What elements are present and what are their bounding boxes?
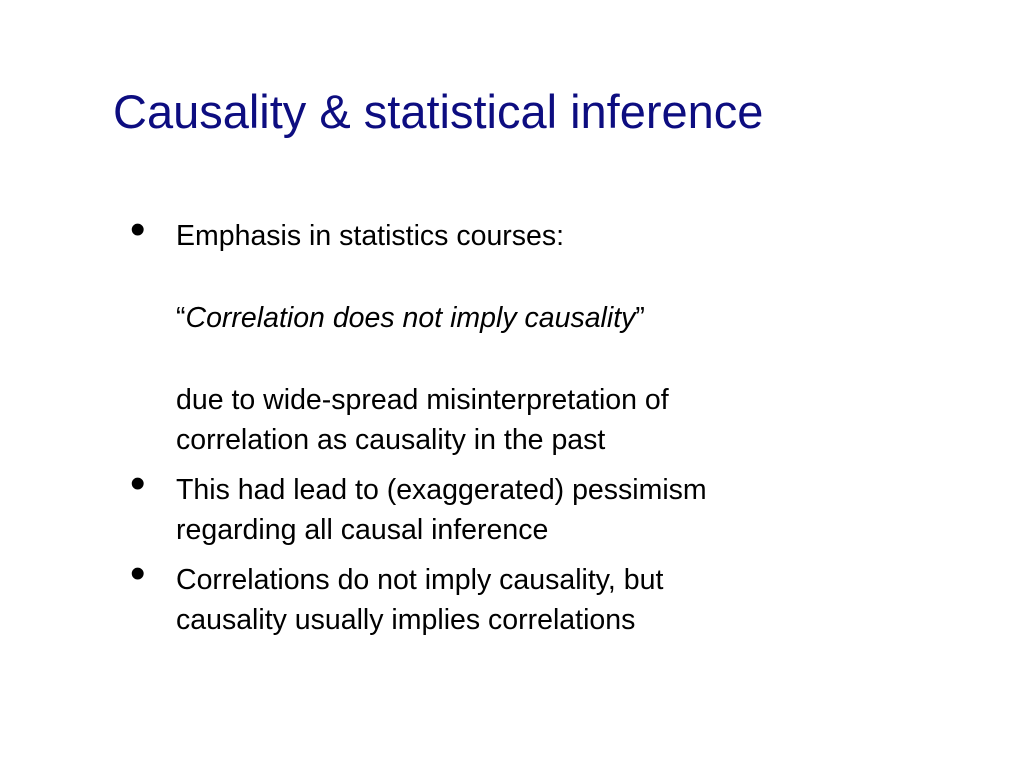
bullet-dot-icon: • — [130, 205, 146, 254]
spacer — [176, 256, 890, 298]
quote-close-mark: ” — [635, 302, 645, 334]
bullet-text-line: correlation as causality in the past — [176, 424, 606, 456]
bullet-list — [130, 205, 890, 650]
bullet-text-line: causality usually implies correlations — [176, 604, 636, 636]
bullet-dot-icon: • — [130, 459, 146, 508]
quote-text: Correlation does not imply causality — [185, 302, 636, 334]
bullet-text-line: Emphasis in statistics courses: — [176, 220, 565, 252]
bullet-text-line: due to wide-spread misinterpretation of — [176, 384, 669, 416]
bullet-item-emphasis — [130, 205, 890, 460]
quote-open-mark: “ — [176, 302, 186, 334]
quote-line — [176, 298, 890, 338]
bullet-text-line: Correlations do not imply causality, but — [176, 564, 664, 596]
bullet-text-line: regarding all causal inference — [176, 514, 549, 546]
slide-title: Causality & statistical inference — [113, 85, 764, 138]
bullet-item-correlations — [130, 549, 890, 640]
bullet-text-line: This had lead to (exaggerated) pessimism — [176, 474, 707, 506]
bullet-dot-icon: • — [130, 549, 146, 598]
spacer — [176, 338, 890, 380]
bullet-item-pessimism — [130, 459, 890, 550]
